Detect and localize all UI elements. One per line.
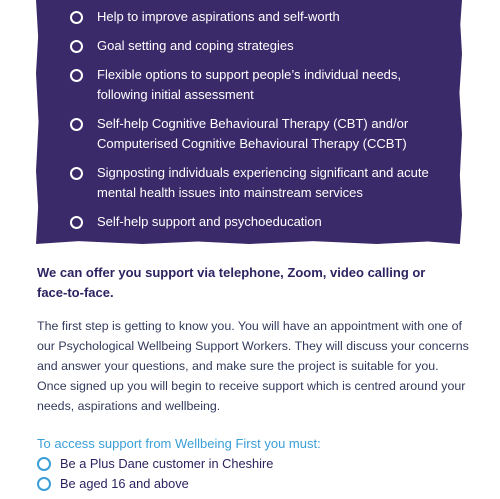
list-item-text: Signposting individuals experiencing significant and acute mental health issues into mainstream services <box>97 165 429 200</box>
list-item-text: Help to improve aspirations and self-worth <box>97 9 340 24</box>
list-item-text: Goal setting and coping strategies <box>97 38 294 53</box>
list-item <box>70 114 430 154</box>
list-item <box>70 36 430 56</box>
list-item-text: Be a Plus Dane customer in Cheshire <box>60 456 274 471</box>
list-item-text: Self-help Cognitive Behavioural Therapy (CBT) and/or Computerised Cognitive Behavioural Therapy (CCBT) <box>97 116 409 151</box>
list-item <box>70 65 430 105</box>
services-list <box>70 7 430 232</box>
intro-paragraph: The first step is getting to know you. You will have an appointment with one of our Psychological Wellbeing Support Workers. They will discuss your concerns and answer your questions, and make sure the project is suitable for you. Once signed up you will begin to receive support which is centred around your needs, aspirations and wellbeing. <box>37 319 469 413</box>
circle-bullet-icon <box>70 11 83 24</box>
list-item <box>70 163 430 203</box>
circle-bullet-icon <box>70 118 83 131</box>
list-item-text: Flexible options to support people’s individual needs, following initial assessment <box>97 67 402 102</box>
list-item <box>37 474 457 494</box>
list-item-text: Be aged 16 and above <box>60 476 189 491</box>
circle-bullet-icon <box>70 40 83 53</box>
list-item <box>70 7 430 27</box>
access-heading: To access support from Wellbeing First you must: <box>37 436 321 451</box>
list-item <box>37 454 457 474</box>
circle-bullet-icon <box>37 477 51 491</box>
list-item-text: Self-help support and psychoeducation <box>97 214 322 229</box>
requirements-list <box>37 454 457 494</box>
list-item <box>70 212 430 232</box>
circle-bullet-icon <box>70 167 83 180</box>
support-methods-text: We can offer you support via telephone, Zoom, video calling or face-to-face. <box>37 265 426 300</box>
circle-bullet-icon <box>70 216 83 229</box>
circle-bullet-icon <box>70 69 83 82</box>
circle-bullet-icon <box>37 457 51 471</box>
